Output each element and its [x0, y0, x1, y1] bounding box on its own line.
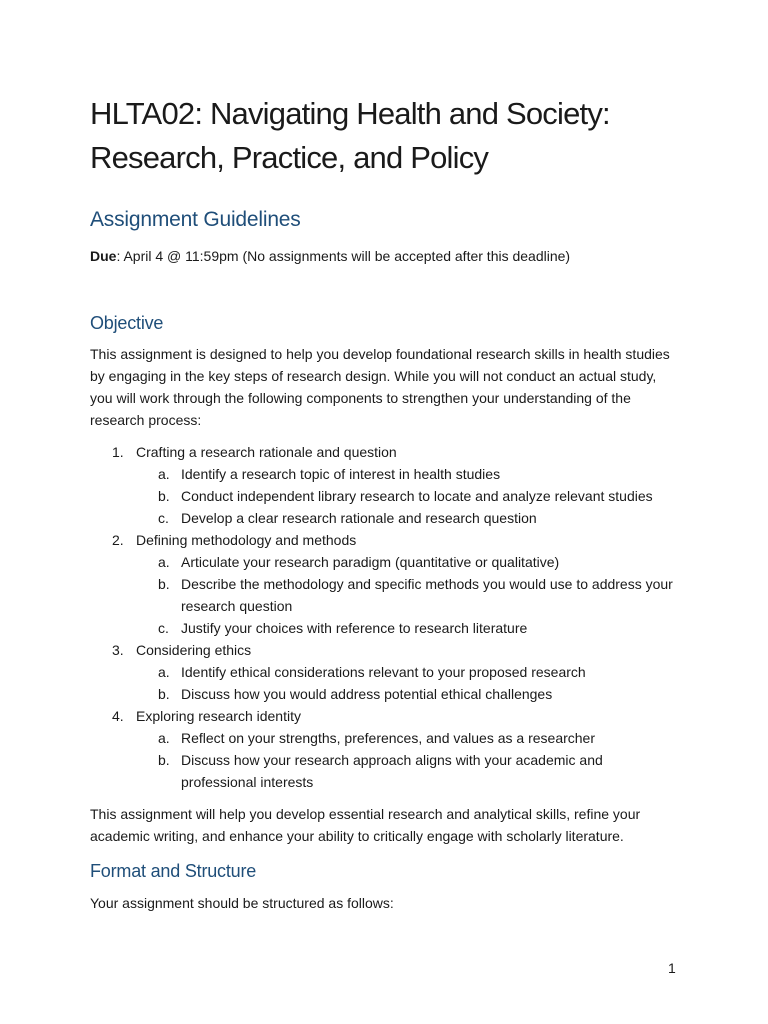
- format-structure-heading: Format and Structure: [90, 861, 257, 881]
- sub-item: [136, 749, 681, 793]
- step-item: [90, 639, 690, 705]
- objective-outro: This assignment will help you develop essential research and analytical skills, refine your academic writing, and enhance your ability to critically engage with scholarly literature.: [90, 806, 641, 844]
- sub-text: Justify your choices with reference to research literature: [181, 620, 528, 636]
- sub-item: [136, 683, 681, 705]
- due-text: : April 4 @ 11:59pm (No assignments will be accepted after this deadline): [116, 248, 571, 264]
- sub-letter: a.: [158, 466, 170, 482]
- sub-text: Describe the methodology and specific methods you would use to address your research question: [181, 576, 673, 614]
- step-number: 2.: [112, 532, 124, 548]
- step-label: Exploring research identity: [136, 708, 301, 724]
- sub-text: Discuss how your research approach aligns with your academic and professional interests: [181, 752, 603, 790]
- step-number: 3.: [112, 642, 124, 658]
- step-item: [90, 705, 690, 793]
- sub-list: [136, 727, 690, 793]
- assignment-guidelines-heading: Assignment Guidelines: [90, 208, 301, 231]
- sub-list: [136, 551, 690, 639]
- sub-item: [136, 463, 681, 485]
- step-number: 1.: [112, 444, 124, 460]
- page-number: 1: [668, 960, 676, 976]
- sub-text: Reflect on your strengths, preferences, and values as a researcher: [181, 730, 595, 746]
- document-title: HLTA02: Navigating Health and Society: Research, Practice, and Policy: [90, 96, 610, 175]
- sub-letter: b.: [158, 488, 170, 504]
- sub-letter: b.: [158, 576, 170, 592]
- format-intro: Your assignment should be structured as follows:: [90, 895, 394, 911]
- sub-list: [136, 463, 690, 529]
- sub-letter: b.: [158, 752, 170, 768]
- sub-letter: c.: [158, 510, 169, 526]
- steps-list: [90, 441, 690, 793]
- sub-letter: a.: [158, 664, 170, 680]
- sub-text: Conduct independent library research to locate and analyze relevant studies: [181, 488, 653, 504]
- sub-text: Identify ethical considerations relevant to your proposed research: [181, 664, 586, 680]
- sub-text: Articulate your research paradigm (quantitative or qualitative): [181, 554, 560, 570]
- sub-text: Develop a clear research rationale and research question: [181, 510, 537, 526]
- step-item: [90, 529, 690, 639]
- objective-intro: This assignment is designed to help you develop foundational research skills in health studies by engaging in the key steps of research design. While you will not conduct an actual study, you will work through the following components to strengthen your understanding of the research process:: [90, 346, 670, 428]
- due-date-line: [90, 245, 678, 267]
- sub-item: [136, 727, 681, 749]
- sub-list: [136, 661, 690, 705]
- sub-letter: a.: [158, 554, 170, 570]
- step-label: Defining methodology and methods: [136, 532, 357, 548]
- sub-text: Identify a research topic of interest in health studies: [181, 466, 501, 482]
- step-item: [90, 441, 690, 529]
- step-label: Considering ethics: [136, 642, 252, 658]
- sub-item: [136, 551, 681, 573]
- sub-letter: a.: [158, 730, 170, 746]
- sub-item: [136, 507, 681, 529]
- objective-heading: Objective: [90, 313, 164, 333]
- sub-item: [136, 573, 681, 617]
- due-label: Due: [90, 248, 117, 264]
- sub-text: Discuss how you would address potential ethical challenges: [181, 686, 553, 702]
- sub-letter: c.: [158, 620, 169, 636]
- sub-item: [136, 617, 681, 639]
- step-label: Crafting a research rationale and question: [136, 444, 397, 460]
- sub-item: [136, 485, 681, 507]
- sub-letter: b.: [158, 686, 170, 702]
- step-number: 4.: [112, 708, 124, 724]
- sub-item: [136, 661, 681, 683]
